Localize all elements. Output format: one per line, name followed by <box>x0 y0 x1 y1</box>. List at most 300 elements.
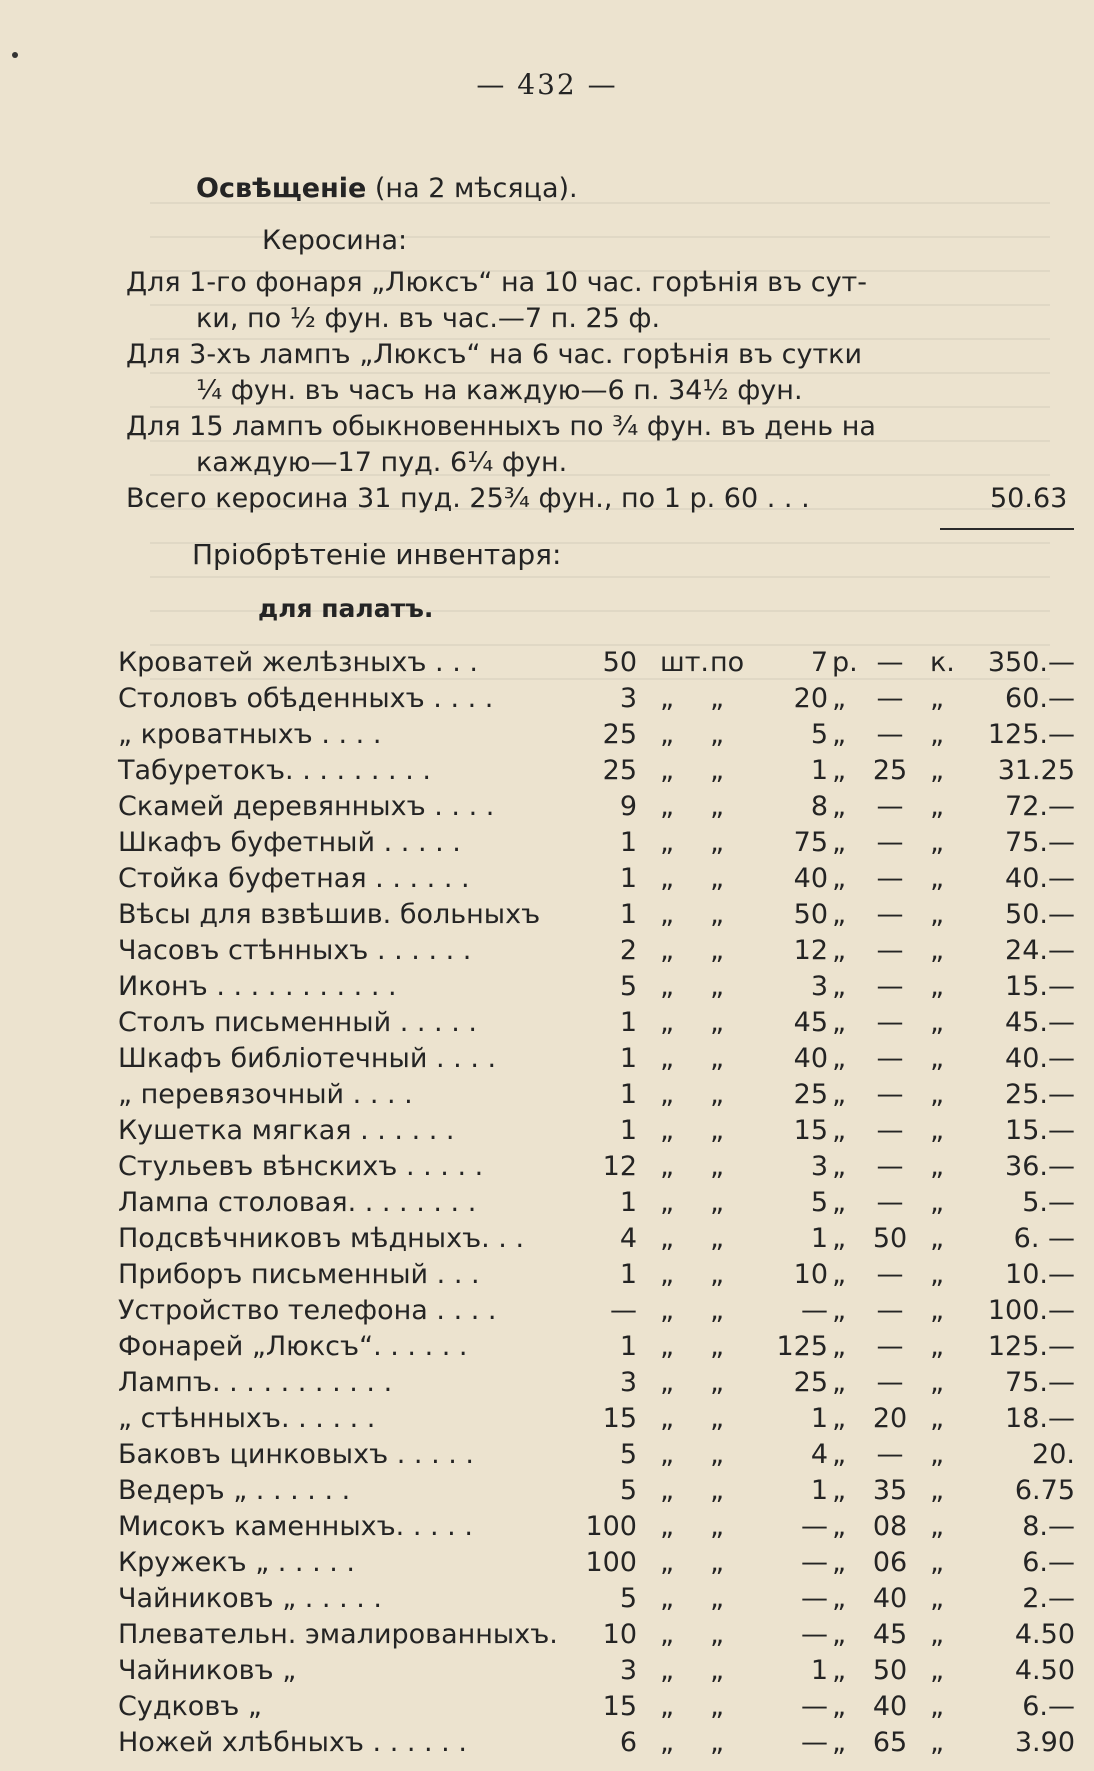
row-kl: „ <box>930 1259 944 1290</box>
row-kop: — <box>876 899 904 930</box>
table-row <box>0 1186 1094 1220</box>
row-total: 15.— <box>1005 971 1075 1002</box>
row-total: 50.— <box>1005 899 1075 930</box>
row-qty: 12 <box>602 1151 637 1182</box>
row-d1: „ <box>710 1331 724 1362</box>
row-total: 6. — <box>1013 1223 1075 1254</box>
row-total: 25.— <box>1005 1079 1075 1110</box>
row-name: Лампъ. . . . . . . . . . . <box>118 1367 393 1398</box>
row-rub: 75 <box>793 827 828 858</box>
row-kl: „ <box>930 899 944 930</box>
row-kl: „ <box>930 1583 944 1614</box>
row-rl: „ <box>832 1403 846 1434</box>
row-d1: „ <box>710 1367 724 1398</box>
row-total: 15.— <box>1005 1115 1075 1146</box>
lighting-title-rest: (на 2 мѣсяца). <box>374 173 578 204</box>
table-row <box>0 1726 1094 1760</box>
row-rub: 1 <box>810 1655 828 1686</box>
row-unit: „ <box>660 1079 674 1110</box>
lighting-heading <box>196 172 578 206</box>
row-rl: „ <box>832 827 846 858</box>
row-d1: „ <box>710 827 724 858</box>
row-rub: — <box>801 1691 828 1722</box>
row-rl: „ <box>832 1079 846 1110</box>
row-rub: — <box>801 1295 828 1326</box>
row-qty: 1 <box>619 1043 637 1074</box>
row-total: 100.— <box>987 1295 1075 1326</box>
row-kl: „ <box>930 719 944 750</box>
row-unit: „ <box>660 1115 674 1146</box>
row-qty: 4 <box>619 1223 637 1254</box>
row-name: Шкафъ буфетный . . . . . <box>118 827 461 858</box>
row-rl: „ <box>832 1511 846 1542</box>
row-kl: „ <box>930 863 944 894</box>
row-unit: „ <box>660 791 674 822</box>
row-kl: „ <box>930 935 944 966</box>
row-qty: 25 <box>602 719 637 750</box>
row-kop: — <box>876 1367 904 1398</box>
table-row <box>0 1114 1094 1148</box>
row-d1: по <box>710 647 745 678</box>
row-rl: „ <box>832 1043 846 1074</box>
row-qty: 15 <box>602 1403 637 1434</box>
table-row <box>0 1582 1094 1616</box>
row-total: 60.— <box>1005 683 1075 714</box>
row-kop: 50 <box>872 1655 908 1686</box>
row-rub: 7 <box>810 647 828 678</box>
row-qty: 10 <box>602 1619 637 1650</box>
row-unit: „ <box>660 1691 674 1722</box>
row-total: 36.— <box>1005 1151 1075 1182</box>
row-d1: „ <box>710 1655 724 1686</box>
row-kop: 50 <box>872 1223 908 1254</box>
row-total: 72.— <box>1005 791 1075 822</box>
row-kl: „ <box>930 1403 944 1434</box>
row-name: Столъ письменный . . . . . <box>118 1007 477 1038</box>
row-qty: 100 <box>585 1511 637 1542</box>
row-d1: „ <box>710 1115 724 1146</box>
row-kop: — <box>876 791 904 822</box>
inventory-title: Пріобрѣтеніе инвентаря: <box>192 538 562 571</box>
row-qty: 2 <box>619 935 637 966</box>
row-name: Стульевъ вѣнскихъ . . . . . <box>118 1151 484 1182</box>
row-rub: 40 <box>793 863 828 894</box>
row-name: Баковъ цинковыхъ . . . . . <box>118 1439 474 1470</box>
row-qty: 15 <box>602 1691 637 1722</box>
row-unit: „ <box>660 863 674 894</box>
row-total: 10.— <box>1005 1259 1075 1290</box>
table-row <box>0 1618 1094 1652</box>
row-unit: „ <box>660 971 674 1002</box>
row-rub: 4 <box>810 1439 828 1470</box>
row-qty: 1 <box>619 1331 637 1362</box>
row-unit: „ <box>660 1475 674 1506</box>
row-kl: к. <box>930 647 955 678</box>
row-unit: „ <box>660 683 674 714</box>
row-kop: — <box>876 935 904 966</box>
row-d1: „ <box>710 1043 724 1074</box>
row-total: 40.— <box>1005 1043 1075 1074</box>
row-rl: „ <box>832 1547 846 1578</box>
row-kop: 45 <box>872 1619 908 1650</box>
row-rub: 20 <box>793 683 828 714</box>
table-row <box>0 1294 1094 1328</box>
row-kop: 06 <box>872 1547 908 1578</box>
row-kl: „ <box>930 1043 944 1074</box>
row-total: 4.50 <box>1014 1619 1075 1650</box>
row-kop: — <box>876 647 904 678</box>
row-rl: „ <box>832 935 846 966</box>
row-kop: — <box>876 1115 904 1146</box>
row-kop: — <box>876 1295 904 1326</box>
row-total: 45.— <box>1005 1007 1075 1038</box>
row-kop: 40 <box>872 1691 908 1722</box>
row-kl: „ <box>930 1115 944 1146</box>
table-row <box>0 1510 1094 1544</box>
row-rub: — <box>801 1727 828 1758</box>
row-d1: „ <box>710 755 724 786</box>
row-qty: 1 <box>619 1187 637 1218</box>
row-qty: 100 <box>585 1547 637 1578</box>
row-name: Чайниковъ „ <box>118 1655 297 1686</box>
row-kl: „ <box>930 791 944 822</box>
row-name: „ перевязочный . . . . <box>118 1079 413 1110</box>
table-row <box>0 1366 1094 1400</box>
row-rub: 10 <box>793 1259 828 1290</box>
row-qty: 5 <box>619 971 637 1002</box>
table-row <box>0 1150 1094 1184</box>
lighting-title: Освѣщеніе <box>196 173 367 204</box>
row-kop: — <box>876 1187 904 1218</box>
row-total: 5.— <box>1022 1187 1075 1218</box>
row-kop: — <box>876 1259 904 1290</box>
table-row <box>0 790 1094 824</box>
row-name: Ножей хлѣбныхъ . . . . . . <box>118 1727 467 1758</box>
table-row <box>0 1006 1094 1040</box>
table-row <box>0 718 1094 752</box>
row-kl: „ <box>930 1475 944 1506</box>
row-rl: „ <box>832 1007 846 1038</box>
row-kl: „ <box>930 1331 944 1362</box>
row-kl: „ <box>930 971 944 1002</box>
row-rl: „ <box>832 1475 846 1506</box>
row-name: Табуретокъ. . . . . . . . . <box>118 755 431 786</box>
table-row <box>0 1042 1094 1076</box>
row-rl: „ <box>832 683 846 714</box>
row-kop: 20 <box>872 1403 908 1434</box>
row-unit: „ <box>660 719 674 750</box>
row-d1: „ <box>710 791 724 822</box>
row-total: 75.— <box>1005 827 1075 858</box>
row-rub: 1 <box>810 1223 828 1254</box>
row-d1: „ <box>710 1547 724 1578</box>
row-unit: „ <box>660 1151 674 1182</box>
lighting-line: Для 15 лампъ обыкновенныхъ по ¾ фун. въ день на <box>126 411 876 442</box>
row-rl: „ <box>832 791 846 822</box>
row-total: 2.— <box>1022 1583 1075 1614</box>
table-row <box>0 1402 1094 1436</box>
row-name: Скамей деревянныхъ . . . . <box>118 791 495 822</box>
row-rl: „ <box>832 719 846 750</box>
row-rub: 3 <box>810 1151 828 1182</box>
row-kl: „ <box>930 1367 944 1398</box>
row-qty: 1 <box>619 899 637 930</box>
row-qty: 50 <box>602 647 637 678</box>
row-kop: — <box>876 683 904 714</box>
row-rub: 1 <box>810 1403 828 1434</box>
table-row <box>0 1474 1094 1508</box>
total-rule <box>940 528 1074 530</box>
row-unit: „ <box>660 1403 674 1434</box>
row-rub: — <box>801 1547 828 1578</box>
row-qty: 1 <box>619 863 637 894</box>
row-kop: — <box>876 719 904 750</box>
row-kl: „ <box>930 683 944 714</box>
row-unit: „ <box>660 1223 674 1254</box>
row-qty: 9 <box>619 791 637 822</box>
row-rub: 40 <box>793 1043 828 1074</box>
row-rub: 50 <box>793 899 828 930</box>
row-total: 40.— <box>1005 863 1075 894</box>
row-d1: „ <box>710 1439 724 1470</box>
row-kop: — <box>876 1439 904 1470</box>
row-kl: „ <box>930 1151 944 1182</box>
row-kl: „ <box>930 1727 944 1758</box>
table-row <box>0 898 1094 932</box>
row-rub: 25 <box>793 1367 828 1398</box>
row-d1: „ <box>710 1007 724 1038</box>
table-row <box>0 1330 1094 1364</box>
row-unit: „ <box>660 1583 674 1614</box>
row-rl: „ <box>832 1115 846 1146</box>
row-total: 125.— <box>987 1331 1075 1362</box>
row-kop: 65 <box>872 1727 908 1758</box>
row-kop: — <box>876 1331 904 1362</box>
table-row <box>0 1546 1094 1580</box>
table-row <box>0 862 1094 896</box>
row-name: Судковъ „ <box>118 1691 262 1722</box>
row-rub: 1 <box>810 1475 828 1506</box>
row-total: 20. <box>1032 1439 1075 1470</box>
row-rl: „ <box>832 1691 846 1722</box>
row-name: Приборъ письменный . . . <box>118 1259 480 1290</box>
row-rl: „ <box>832 863 846 894</box>
table-row <box>0 1258 1094 1292</box>
kerosene-total-value: 50.63 <box>990 483 1068 514</box>
row-rl: „ <box>832 1619 846 1650</box>
row-unit: „ <box>660 1331 674 1362</box>
row-qty: 3 <box>619 1367 637 1398</box>
row-d1: „ <box>710 1727 724 1758</box>
row-total: 125.— <box>987 719 1075 750</box>
table-row <box>0 1222 1094 1256</box>
row-kl: „ <box>930 1511 944 1542</box>
row-name: Стойка буфетная . . . . . . <box>118 863 470 894</box>
row-rl: р. <box>832 647 858 678</box>
row-qty: 1 <box>619 1079 637 1110</box>
row-name: Мисокъ каменныхъ. . . . . <box>118 1511 473 1542</box>
row-total: 8.— <box>1022 1511 1075 1542</box>
row-total: 18.— <box>1005 1403 1075 1434</box>
row-d1: „ <box>710 1259 724 1290</box>
row-qty: 1 <box>619 1007 637 1038</box>
row-d1: „ <box>710 899 724 930</box>
row-d1: „ <box>710 1079 724 1110</box>
row-kop: — <box>876 1007 904 1038</box>
row-qty: 5 <box>619 1583 637 1614</box>
row-rub: 45 <box>793 1007 828 1038</box>
row-name: „ стѣнныхъ. . . . . . <box>118 1403 376 1434</box>
row-unit: „ <box>660 1007 674 1038</box>
row-rl: „ <box>832 755 846 786</box>
row-rub: 1 <box>810 755 828 786</box>
row-name: Чайниковъ „ . . . . . <box>118 1583 383 1614</box>
row-rub: 8 <box>810 791 828 822</box>
row-total: 6.75 <box>1014 1475 1075 1506</box>
row-rl: „ <box>832 1331 846 1362</box>
row-name: Устройство телефона . . . . <box>118 1295 497 1326</box>
row-d1: „ <box>710 971 724 1002</box>
row-name: Часовъ стѣнныхъ . . . . . . <box>118 935 472 966</box>
row-rl: „ <box>832 1367 846 1398</box>
row-total: 3.90 <box>1014 1727 1075 1758</box>
row-unit: „ <box>660 1043 674 1074</box>
row-total: 31.25 <box>997 755 1075 786</box>
row-kl: „ <box>930 1439 944 1470</box>
row-total: 6.— <box>1022 1691 1075 1722</box>
row-kop: — <box>876 863 904 894</box>
row-d1: „ <box>710 1475 724 1506</box>
row-rub: — <box>801 1619 828 1650</box>
row-unit: „ <box>660 1187 674 1218</box>
row-kop: — <box>876 1079 904 1110</box>
row-rub: 125 <box>776 1331 828 1362</box>
row-kop: — <box>876 827 904 858</box>
row-name: Шкафъ библіотечный . . . . <box>118 1043 497 1074</box>
inventory-subtitle: для палатъ. <box>258 594 434 623</box>
row-name: Подсвѣчниковъ мѣдныхъ. . . <box>118 1223 525 1254</box>
row-d1: „ <box>710 683 724 714</box>
row-unit: „ <box>660 899 674 930</box>
row-unit: „ <box>660 1727 674 1758</box>
table-row <box>0 934 1094 968</box>
lighting-line: ¼ фун. въ часъ на каждую—6 п. 34½ фун. <box>196 375 803 406</box>
row-name: Лампа столовая. . . . . . . . <box>118 1187 477 1218</box>
row-d1: „ <box>710 863 724 894</box>
row-rl: „ <box>832 1655 846 1686</box>
row-d1: „ <box>710 1583 724 1614</box>
row-unit: „ <box>660 1439 674 1470</box>
row-kop: — <box>876 1151 904 1182</box>
row-unit: „ <box>660 755 674 786</box>
row-rl: „ <box>832 1727 846 1758</box>
row-name: Вѣсы для взвѣшив. больныхъ <box>118 899 541 930</box>
row-kop: — <box>876 1043 904 1074</box>
row-total: 6.— <box>1022 1547 1075 1578</box>
row-kop: — <box>876 971 904 1002</box>
row-total: 4.50 <box>1014 1655 1075 1686</box>
row-kop: 40 <box>872 1583 908 1614</box>
row-kl: „ <box>930 1295 944 1326</box>
row-d1: „ <box>710 935 724 966</box>
row-kop: 35 <box>872 1475 908 1506</box>
row-qty: 1 <box>619 1115 637 1146</box>
row-qty: — <box>610 1295 637 1326</box>
row-rub: 12 <box>793 935 828 966</box>
row-qty: 3 <box>619 1655 637 1686</box>
row-kop: 08 <box>872 1511 908 1542</box>
row-rub: 5 <box>810 1187 828 1218</box>
row-rub: 3 <box>810 971 828 1002</box>
row-name: Фонарей „Люксъ“. . . . . . <box>118 1331 468 1362</box>
row-kl: „ <box>930 1619 944 1650</box>
row-kl: „ <box>930 1187 944 1218</box>
table-row <box>0 1078 1094 1112</box>
lighting-line: Для 1-го фонаря „Люксъ“ на 10 час. горѣнія въ сут- <box>126 267 868 298</box>
row-name: Плевательн. эмалированныхъ. <box>118 1619 558 1650</box>
row-d1: „ <box>710 1403 724 1434</box>
row-rl: „ <box>832 1259 846 1290</box>
row-unit: „ <box>660 1295 674 1326</box>
table-row <box>0 1654 1094 1688</box>
row-qty: 3 <box>619 683 637 714</box>
row-rub: 5 <box>810 719 828 750</box>
row-kl: „ <box>930 1547 944 1578</box>
row-qty: 5 <box>619 1439 637 1470</box>
row-unit: „ <box>660 1547 674 1578</box>
row-rub: — <box>801 1511 828 1542</box>
table-row <box>0 1438 1094 1472</box>
row-kl: „ <box>930 1691 944 1722</box>
kerosene-total-label: Всего керосина 31 пуд. 25¾ фун., по 1 р. 60 . . . <box>126 483 810 514</box>
row-d1: „ <box>710 1223 724 1254</box>
row-d1: „ <box>710 1187 724 1218</box>
row-total: 24.— <box>1005 935 1075 966</box>
row-rub: 15 <box>793 1115 828 1146</box>
row-total: 350.— <box>987 647 1075 678</box>
row-d1: „ <box>710 1295 724 1326</box>
row-unit: „ <box>660 1619 674 1650</box>
lighting-line: ки, по ½ фун. въ час.—7 п. 25 ф. <box>196 303 661 334</box>
row-kl: „ <box>930 1655 944 1686</box>
row-d1: „ <box>710 1619 724 1650</box>
row-rl: „ <box>832 1583 846 1614</box>
row-rl: „ <box>832 1151 846 1182</box>
row-unit: „ <box>660 935 674 966</box>
row-kl: „ <box>930 1223 944 1254</box>
row-kl: „ <box>930 827 944 858</box>
table-row <box>0 682 1094 716</box>
row-unit: „ <box>660 1367 674 1398</box>
row-qty: 6 <box>619 1727 637 1758</box>
row-unit: „ <box>660 1259 674 1290</box>
table-row <box>0 826 1094 860</box>
row-rl: „ <box>832 1295 846 1326</box>
row-unit: „ <box>660 1655 674 1686</box>
table-row <box>0 646 1094 680</box>
row-unit: „ <box>660 1511 674 1542</box>
row-name: Кушетка мягкая . . . . . . <box>118 1115 455 1146</box>
table-row <box>0 970 1094 1004</box>
row-qty: 5 <box>619 1475 637 1506</box>
row-name: Иконъ . . . . . . . . . . . <box>118 971 397 1002</box>
row-kl: „ <box>930 1079 944 1110</box>
row-qty: 1 <box>619 1259 637 1290</box>
table-row <box>0 754 1094 788</box>
row-d1: „ <box>710 1151 724 1182</box>
row-name: Ведеръ „ . . . . . . <box>118 1475 351 1506</box>
row-name: Столовъ обѣденныхъ . . . . <box>118 683 494 714</box>
